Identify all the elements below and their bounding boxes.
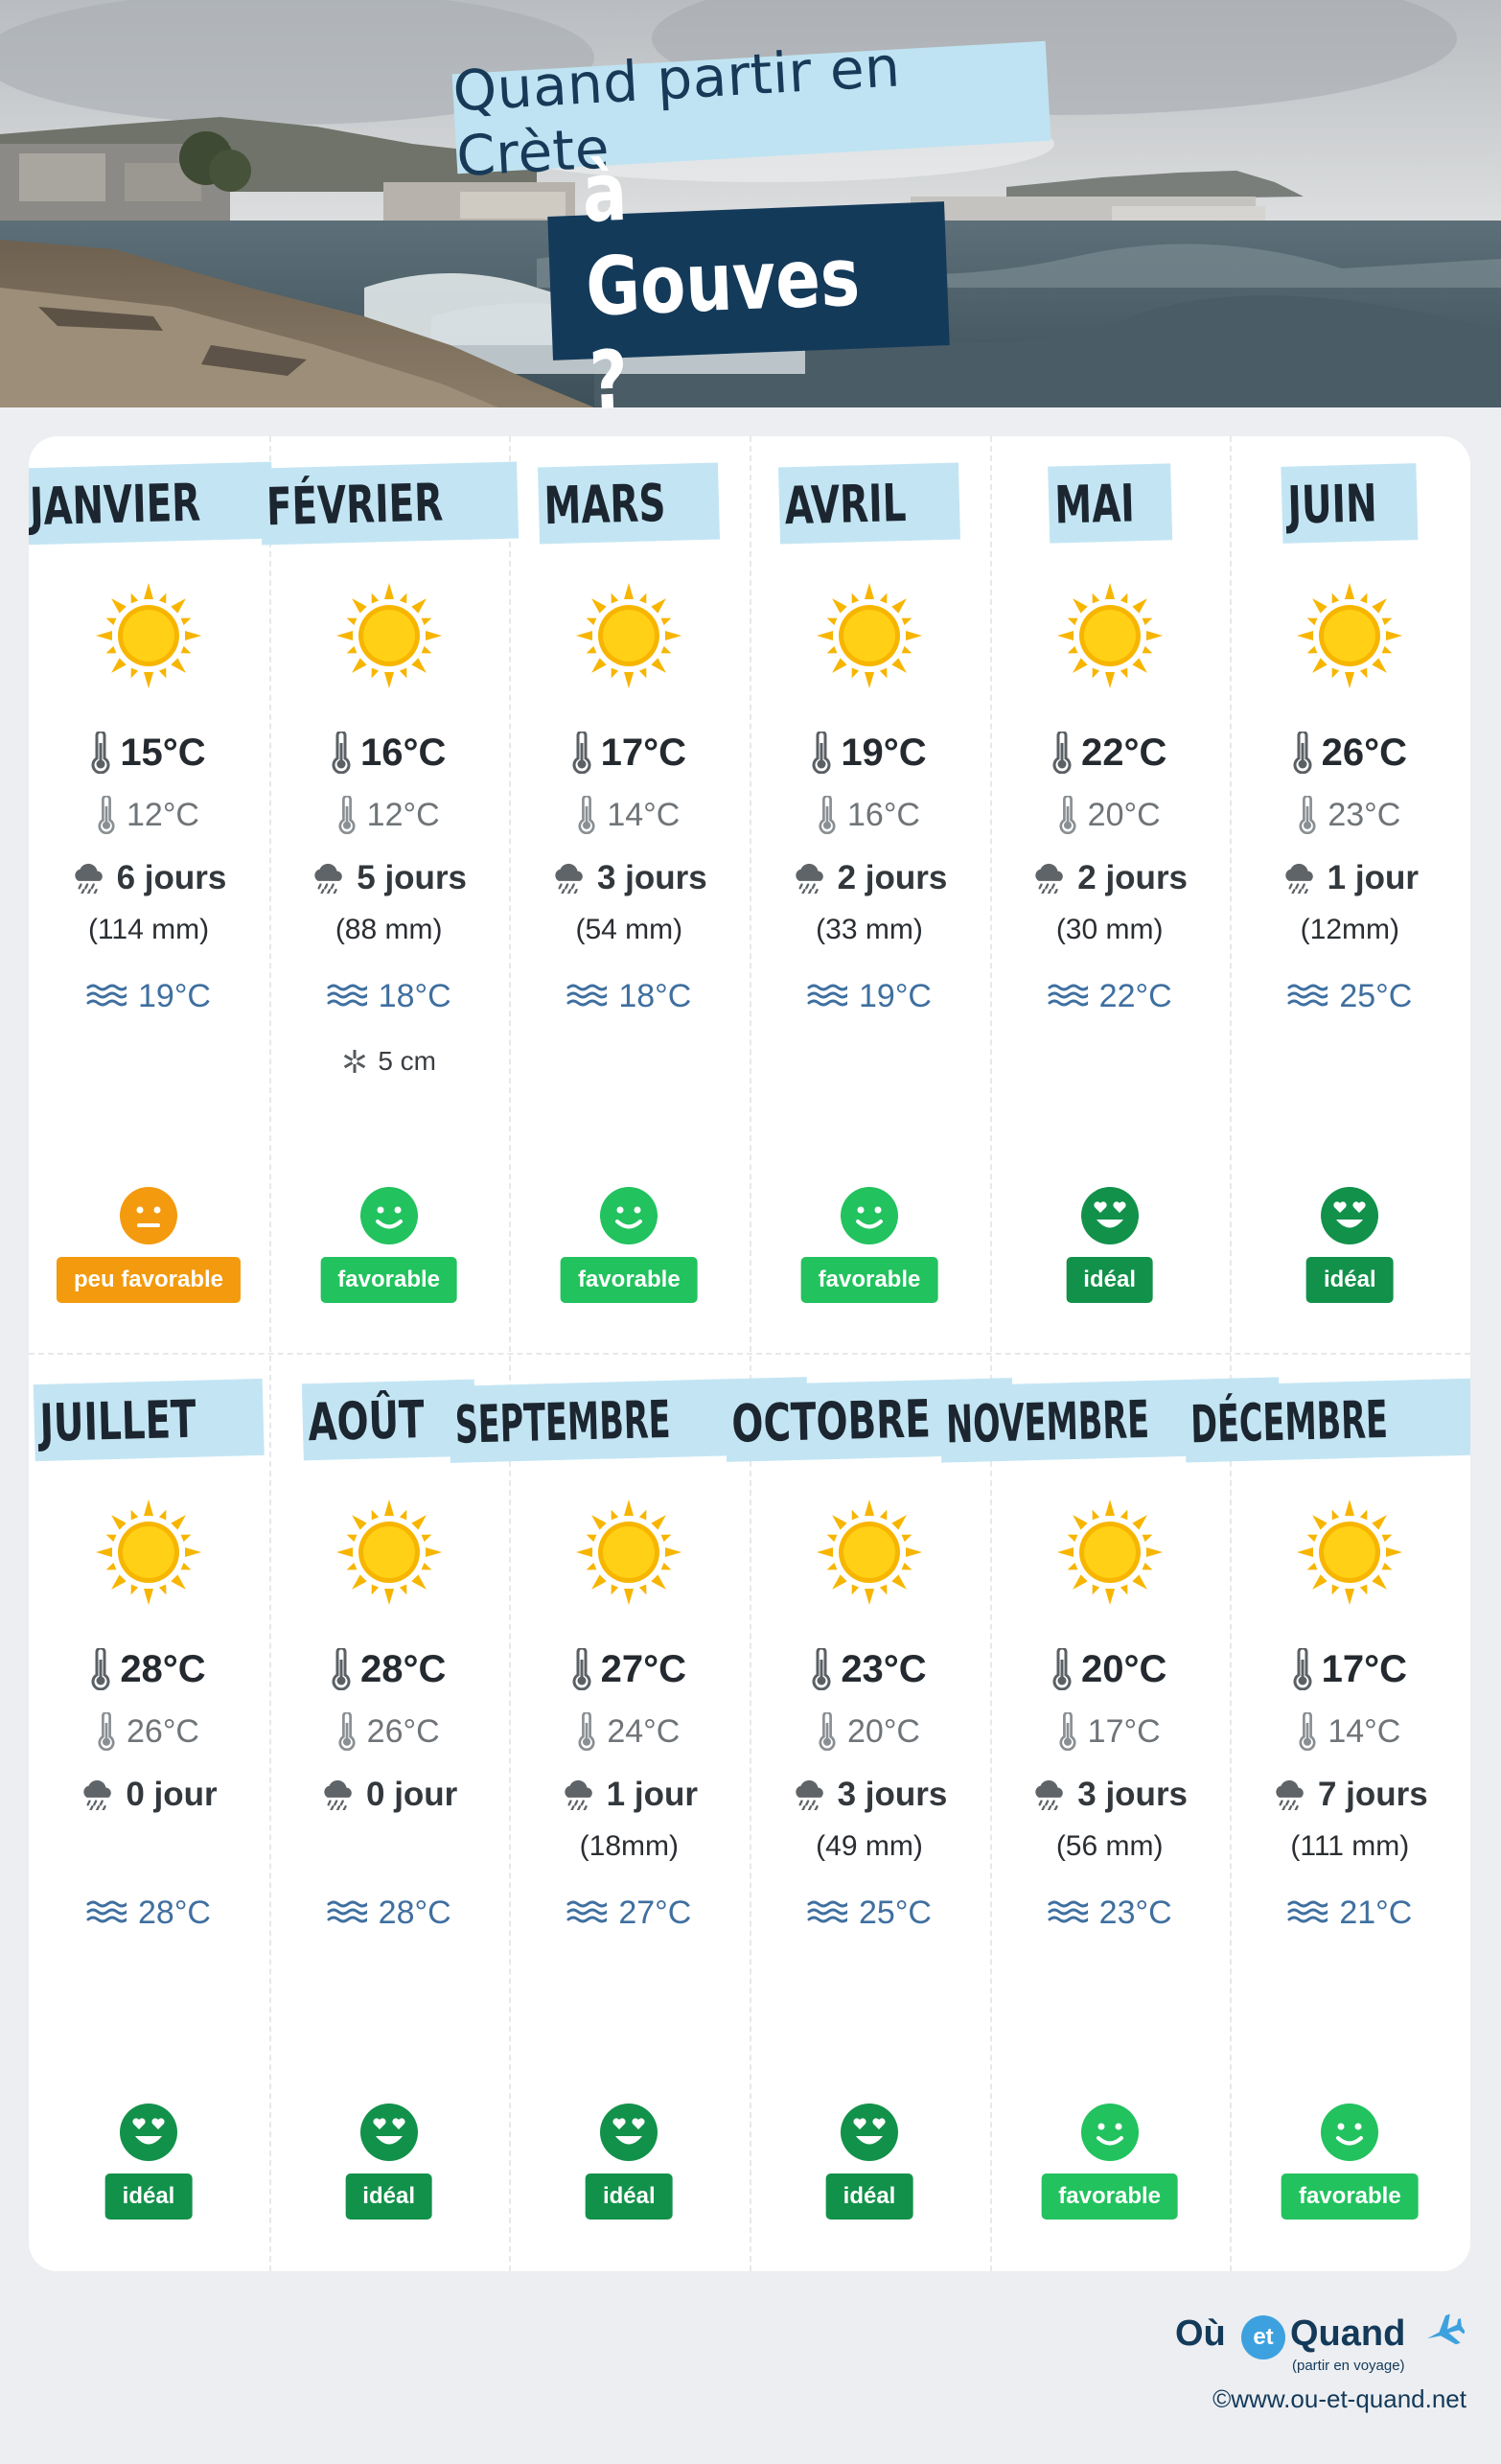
rain-days-value: 3 jours	[837, 1776, 948, 1813]
rating-badge	[1066, 1257, 1153, 1303]
sun-icon	[1056, 582, 1164, 689]
waves-icon	[566, 1900, 607, 1925]
sea-temp	[750, 1892, 989, 1934]
sun-icon	[575, 1499, 682, 1606]
air-temp-max	[29, 729, 268, 777]
heart-eyes-face-icon	[1320, 1186, 1379, 1245]
sea-temp-value: 22°C	[1098, 977, 1172, 1014]
temp-min-value: 14°C	[1328, 1712, 1401, 1750]
rain-days	[750, 856, 989, 900]
air-temp-max	[750, 729, 989, 777]
air-temp-min	[509, 1710, 749, 1753]
air-temp-min	[990, 1710, 1230, 1753]
air-temp-max	[269, 729, 509, 777]
air-temp-max	[750, 1645, 989, 1693]
sea-temp	[509, 1892, 749, 1934]
snowfall	[269, 1042, 509, 1081]
smile-face-icon	[359, 1186, 419, 1245]
rain-days-value: 7 jours	[1317, 1776, 1428, 1813]
air-temp-min	[1230, 1710, 1469, 1753]
rain-days-value: 0 jour	[126, 1776, 218, 1813]
rain-days	[269, 856, 509, 900]
rain-amount-value: (49 mm)	[816, 1830, 923, 1862]
rain-amount	[509, 911, 749, 949]
sea-temp-value: 25°C	[859, 1894, 932, 1931]
sun-icon	[1056, 1499, 1164, 1606]
rating-label: peu favorable	[73, 1267, 224, 1292]
thermometer-icon	[1293, 1648, 1312, 1690]
air-temp-min	[269, 1710, 509, 1753]
thermometer-icon	[91, 1648, 110, 1690]
temp-min-value: 14°C	[607, 796, 681, 833]
month-cell	[266, 436, 509, 1353]
cloud-rain-icon	[320, 1779, 357, 1810]
temp-max-value: 17°C	[1321, 1647, 1408, 1690]
month-cell	[1189, 1353, 1469, 2269]
rain-days-value: 1 jour	[1327, 859, 1419, 896]
month-label	[538, 463, 720, 545]
thermometer-icon	[572, 1648, 591, 1690]
rain-amount-value: (56 mm)	[1055, 1830, 1164, 1862]
rain-days-value: 1 jour	[606, 1776, 698, 1813]
rain-amount	[990, 911, 1230, 949]
month-label	[1185, 1378, 1470, 1463]
rating-label: idéal	[122, 2183, 175, 2209]
rating-badge	[1041, 2173, 1178, 2220]
air-temp-min	[29, 1710, 268, 1753]
smile-face-icon	[599, 1186, 658, 1245]
rain-days	[990, 1773, 1230, 1817]
rain-amount-value: (33 mm)	[816, 914, 923, 945]
sea-temp-value: 18°C	[378, 977, 451, 1014]
rating-badge	[320, 1257, 457, 1303]
temp-min-value: 17°C	[1087, 1712, 1161, 1750]
climate-calendar-card	[29, 436, 1470, 2271]
heart-eyes-face-icon	[359, 2103, 419, 2162]
rating-label: favorable	[1298, 2183, 1401, 2209]
rating-label: favorable	[337, 1267, 441, 1292]
month-name: DÉCEMBRE	[1189, 1388, 1389, 1454]
month-cell	[750, 436, 989, 1353]
temp-min-value: 26°C	[366, 1712, 440, 1750]
thermometer-low-icon	[1299, 1712, 1316, 1751]
waves-icon	[86, 984, 127, 1009]
cloud-rain-icon	[551, 863, 588, 894]
rain-amount-value: (111 mm)	[1290, 1830, 1410, 1862]
cloud-rain-icon	[792, 1779, 828, 1810]
heart-eyes-face-icon	[1080, 1186, 1140, 1245]
temp-max-value: 22°C	[1080, 731, 1167, 774]
thermometer-icon	[91, 732, 110, 774]
temp-max-value: 26°C	[1321, 731, 1408, 774]
sea-temp	[990, 1892, 1230, 1934]
sea-temp	[29, 975, 268, 1017]
waves-icon	[1287, 984, 1328, 1009]
rain-days	[269, 1773, 509, 1817]
rating-badge	[1306, 1257, 1394, 1303]
thermometer-low-icon	[98, 1712, 115, 1751]
month-name: SEPTEMBRE	[454, 1388, 672, 1455]
rain-days	[29, 856, 268, 900]
rating-label: idéal	[1083, 1267, 1137, 1292]
month-label	[34, 1379, 265, 1461]
sea-temp-value: 19°C	[138, 977, 211, 1014]
rain-amount-value: (12mm)	[1300, 914, 1399, 945]
rain-amount-value: (18mm)	[579, 1830, 679, 1862]
thermometer-icon	[1052, 732, 1072, 774]
rating-badge	[801, 1257, 938, 1303]
rating-badge	[826, 2173, 913, 2220]
thermometer-icon	[332, 1648, 351, 1690]
temp-max-value: 20°C	[1080, 1647, 1167, 1690]
sea-temp	[1230, 1892, 1469, 1934]
sea-temp-value: 28°C	[138, 1894, 211, 1931]
cloud-rain-icon	[1031, 1779, 1068, 1810]
waves-icon	[1287, 1900, 1328, 1925]
neutral-face-icon	[119, 1186, 178, 1245]
temp-min-value: 12°C	[127, 796, 199, 833]
sun-icon	[1296, 582, 1403, 689]
cloud-rain-icon	[1282, 863, 1318, 894]
rating-badge	[561, 1257, 698, 1303]
thermometer-low-icon	[1299, 796, 1316, 834]
thermometer-low-icon	[98, 796, 115, 834]
logo-text-quand: Quand	[1290, 2313, 1406, 2354]
month-name: MARS	[543, 472, 667, 536]
logo-text-et: et	[1241, 2315, 1285, 2359]
thermometer-icon	[1293, 732, 1312, 774]
thermometer-icon	[332, 732, 351, 774]
title-box-line2	[547, 144, 949, 429]
thermometer-low-icon	[578, 1712, 595, 1751]
rain-days	[750, 1773, 989, 1817]
temp-min-value: 23°C	[1328, 796, 1401, 833]
month-name: MAI	[1053, 472, 1135, 536]
sun-icon	[95, 1499, 202, 1606]
rain-days-value: 6 jours	[116, 859, 227, 896]
rain-days-value: 3 jours	[596, 859, 707, 896]
sea-temp-value: 19°C	[859, 977, 932, 1014]
month-label	[778, 463, 960, 545]
air-temp-min	[750, 1710, 989, 1753]
logo-text-ou: Où	[1175, 2313, 1226, 2354]
thermometer-low-icon	[338, 1712, 356, 1751]
air-temp-min	[509, 794, 749, 836]
smile-face-icon	[1080, 2103, 1140, 2162]
rain-amount	[750, 1827, 989, 1866]
sea-temp	[29, 1892, 268, 1934]
month-name: JANVIER	[29, 472, 202, 537]
sea-temp-value: 23°C	[1098, 1894, 1172, 1931]
temp-max-value: 17°C	[600, 731, 687, 774]
air-temp-max	[29, 1645, 268, 1693]
sun-icon	[816, 1499, 923, 1606]
rain-days	[1230, 1773, 1469, 1817]
rain-days-value: 2 jours	[1077, 859, 1189, 896]
rain-amount	[269, 911, 509, 949]
thermometer-icon	[572, 732, 591, 774]
month-name: NOVEMBRE	[945, 1388, 1150, 1454]
temp-max-value: 16°C	[359, 731, 447, 774]
thermometer-low-icon	[819, 796, 836, 834]
thermometer-low-icon	[578, 796, 595, 834]
rating-badge	[105, 2173, 193, 2220]
sea-temp-value: 27°C	[618, 1894, 692, 1931]
sea-temp-value: 21°C	[1339, 1894, 1413, 1931]
sea-temp	[1230, 975, 1469, 1017]
thermometer-icon	[1052, 1648, 1072, 1690]
temp-max-value: 15°C	[120, 731, 206, 774]
rating-label: idéal	[362, 2183, 416, 2209]
heart-eyes-face-icon	[840, 2103, 899, 2162]
rain-amount	[1230, 1827, 1469, 1866]
smile-face-icon	[1320, 2103, 1379, 2162]
air-temp-max	[1230, 729, 1469, 777]
temp-max-value: 19°C	[841, 731, 927, 774]
rating-badge	[1282, 2173, 1419, 2220]
rating-label: favorable	[818, 1267, 921, 1292]
temp-min-value: 20°C	[847, 1712, 920, 1750]
rain-amount-value: (54 mm)	[575, 914, 683, 945]
rain-amount-value: (114 mm)	[87, 914, 210, 945]
cloud-rain-icon	[561, 1779, 597, 1810]
sun-icon	[1296, 1499, 1403, 1606]
month-cell	[29, 436, 268, 1353]
temp-max-value: 28°C	[359, 1647, 447, 1690]
rain-amount	[1230, 911, 1469, 949]
sun-icon	[816, 582, 923, 689]
rating-badge	[345, 2173, 432, 2220]
waves-icon	[327, 984, 367, 1009]
month-cell	[1230, 436, 1469, 1353]
rain-amount	[29, 911, 268, 949]
thermometer-low-icon	[1059, 796, 1076, 834]
sun-icon	[575, 582, 682, 689]
sun-icon	[95, 582, 202, 689]
month-name: OCTOBRE	[730, 1387, 932, 1454]
month-name: AOÛT	[307, 1388, 426, 1453]
temp-min-value: 26°C	[127, 1712, 199, 1750]
temp-max-value: 28°C	[120, 1647, 206, 1690]
waves-icon	[86, 1900, 127, 1925]
rating-label: idéal	[602, 2183, 656, 2209]
sea-temp-value: 25°C	[1339, 977, 1413, 1014]
month-cell	[945, 1353, 1230, 2269]
rain-days-value: 5 jours	[357, 859, 468, 896]
air-temp-min	[1230, 794, 1469, 836]
air-temp-max	[990, 1645, 1230, 1693]
smile-face-icon	[840, 1186, 899, 1245]
months-grid	[29, 436, 1470, 2271]
rating-badge	[57, 1257, 241, 1303]
cloud-rain-icon	[71, 863, 107, 894]
rain-days	[509, 1773, 749, 1817]
rain-amount	[990, 1827, 1230, 1866]
temp-min-value: 12°C	[366, 796, 440, 833]
rating-label: idéal	[843, 2183, 896, 2209]
heart-eyes-face-icon	[599, 2103, 658, 2162]
rain-amount	[750, 911, 989, 949]
sea-temp-value: 18°C	[618, 977, 692, 1014]
rating-badge	[586, 2173, 673, 2220]
sea-temp	[750, 975, 989, 1017]
air-temp-max	[509, 1645, 749, 1693]
sea-temp	[509, 975, 749, 1017]
waves-icon	[1048, 984, 1088, 1009]
cloud-rain-icon	[80, 1779, 116, 1810]
thermometer-icon	[812, 732, 831, 774]
rating-label: favorable	[1058, 2183, 1162, 2209]
sea-temp-value: 28°C	[378, 1894, 451, 1931]
page-title-line1: Quand partir en Crète	[450, 34, 903, 190]
month-label	[1048, 463, 1172, 543]
sea-temp	[269, 975, 509, 1017]
copyright-link[interactable]: ©www.ou-et-quand.net	[1212, 2384, 1466, 2413]
rain-days	[509, 856, 749, 900]
snowfall-value: 5 cm	[378, 1046, 436, 1076]
waves-icon	[807, 984, 847, 1009]
waves-icon	[807, 1900, 847, 1925]
rain-days	[990, 856, 1230, 900]
temp-max-value: 23°C	[841, 1647, 927, 1690]
cloud-rain-icon	[1272, 1779, 1308, 1810]
page-title-line2: à Gouves ?	[580, 144, 862, 429]
air-temp-min	[990, 794, 1230, 836]
month-cell	[730, 1353, 989, 2269]
heart-eyes-face-icon	[119, 2103, 178, 2162]
month-label	[260, 462, 519, 546]
rain-days	[29, 1773, 268, 1817]
sea-temp	[269, 1892, 509, 1934]
cloud-rain-icon	[311, 863, 347, 894]
rain-days-value: 0 jour	[366, 1776, 458, 1813]
rating-label: idéal	[1323, 1267, 1376, 1292]
thermometer-icon	[812, 1648, 831, 1690]
temp-min-value: 24°C	[607, 1712, 681, 1750]
air-temp-max	[990, 729, 1230, 777]
rain-days	[1230, 856, 1469, 900]
month-label	[1282, 463, 1419, 544]
waves-icon	[327, 1900, 367, 1925]
brand-logo[interactable]	[1175, 2306, 1472, 2375]
air-temp-min	[269, 794, 509, 836]
sea-temp	[990, 975, 1230, 1017]
month-cell	[269, 1353, 509, 2269]
rain-days-value: 3 jours	[1077, 1776, 1189, 1813]
air-temp-max	[509, 729, 749, 777]
cloud-rain-icon	[792, 863, 828, 894]
rain-amount-value: (30 mm)	[1055, 914, 1164, 945]
waves-icon	[566, 984, 607, 1009]
cloud-rain-icon	[1031, 863, 1068, 894]
thermometer-low-icon	[338, 796, 356, 834]
logo-tagline: (partir en voyage)	[1292, 2358, 1405, 2374]
thermometer-low-icon	[819, 1712, 836, 1751]
month-label	[29, 462, 274, 546]
rain-days-value: 2 jours	[837, 859, 948, 896]
month-name: JUILLET	[38, 1388, 197, 1453]
month-name: AVRIL	[784, 472, 908, 536]
month-cell	[454, 1353, 749, 2269]
month-name: JUIN	[1286, 472, 1378, 536]
thermometer-low-icon	[1059, 1712, 1076, 1751]
sun-icon	[335, 582, 443, 689]
temp-max-value: 27°C	[600, 1647, 687, 1690]
snowflake-icon	[341, 1048, 368, 1075]
air-temp-max	[269, 1645, 509, 1693]
rain-amount-value: (88 mm)	[335, 914, 443, 945]
temp-min-value: 20°C	[1087, 796, 1161, 833]
airplane-icon	[1422, 2312, 1465, 2354]
sun-icon	[335, 1499, 443, 1606]
temp-min-value: 16°C	[847, 796, 920, 833]
rating-label: favorable	[577, 1267, 681, 1292]
air-temp-min	[750, 794, 989, 836]
air-temp-min	[29, 794, 268, 836]
air-temp-max	[1230, 1645, 1469, 1693]
month-name: FÉVRIER	[266, 472, 444, 537]
rain-amount	[509, 1827, 749, 1866]
waves-icon	[1048, 1900, 1088, 1925]
month-cell	[29, 1353, 268, 2269]
month-cell	[990, 436, 1230, 1353]
month-cell	[509, 436, 749, 1353]
